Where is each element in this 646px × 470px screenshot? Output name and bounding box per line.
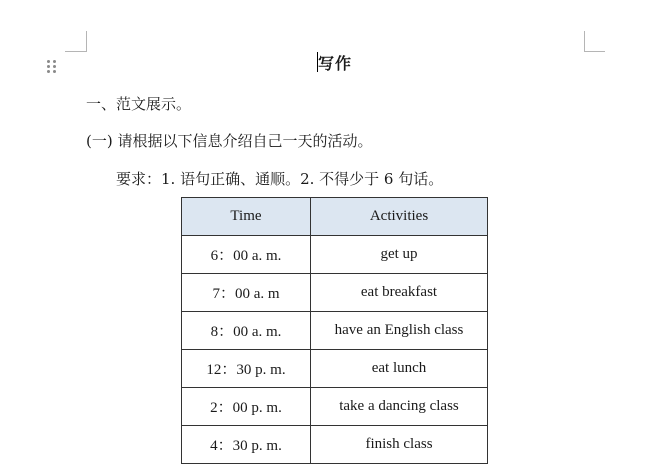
task-prompt[interactable]: (一) 请根据以下信息介绍自己一天的活动。 [86, 132, 373, 150]
requirements-text[interactable]: 要求：1. 语句正确、通顺。2. 不得少于 6 句话。 [116, 170, 444, 188]
time-cell[interactable]: 12：30 p. m. [182, 350, 311, 388]
header-time[interactable]: Time [182, 198, 311, 236]
drag-handle-icon[interactable] [47, 60, 57, 74]
header-activities[interactable]: Activities [311, 198, 488, 236]
activity-cell[interactable]: eat lunch [311, 350, 488, 388]
table-row [182, 274, 488, 312]
activity-cell[interactable]: get up [311, 236, 488, 274]
time-cell[interactable]: 6：00 a. m. [182, 236, 311, 274]
table-row [182, 236, 488, 274]
activity-cell[interactable]: take a dancing class [311, 388, 488, 426]
time-cell[interactable]: 2：00 p. m. [182, 388, 311, 426]
crop-mark-top-right [584, 31, 605, 52]
table-row [182, 350, 488, 388]
time-cell[interactable]: 4：30 p. m. [182, 426, 311, 464]
time-cell[interactable]: 8：00 a. m. [182, 312, 311, 350]
activity-cell[interactable]: eat breakfast [311, 274, 488, 312]
schedule-table[interactable] [181, 197, 488, 464]
table-header-row [182, 198, 488, 236]
crop-mark-top-left [65, 31, 87, 52]
document-title[interactable]: 写作 [318, 54, 353, 73]
table-row [182, 388, 488, 426]
table-row [182, 312, 488, 350]
activity-cell[interactable]: have an English class [311, 312, 488, 350]
time-cell[interactable]: 7：00 a. m [182, 274, 311, 312]
activity-cell[interactable]: finish class [311, 426, 488, 464]
table-row [182, 426, 488, 464]
section-heading[interactable]: 一、范文展示。 [86, 95, 192, 113]
